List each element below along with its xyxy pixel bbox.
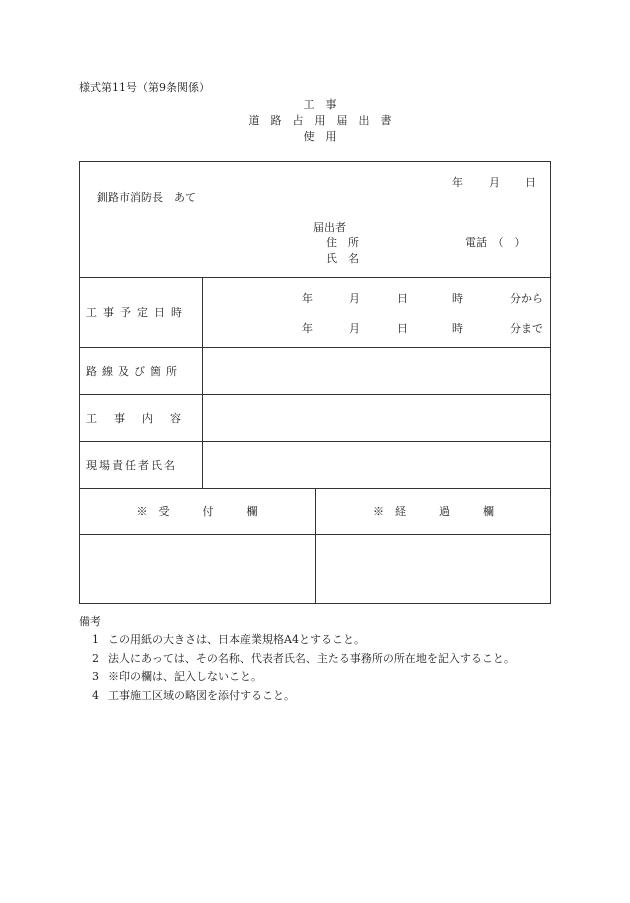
page-title: 道 路 占 用 届 出 書 <box>248 114 392 127</box>
schedule-end-minute: 分まで <box>510 322 543 335</box>
schedule-start-month: 月 <box>349 292 360 305</box>
schedule-start-minute: 分から <box>510 292 543 305</box>
form-number: 様式第11号（第9条関係） <box>79 81 210 94</box>
row-divider <box>79 394 551 395</box>
note-text: 工事施工区域の略図を添付すること。 <box>108 689 295 702</box>
label-column-divider <box>202 277 203 488</box>
name-label: 氏 名 <box>326 252 359 265</box>
schedule-start-day: 日 <box>397 292 408 305</box>
row-divider <box>79 441 551 442</box>
note-text: この用紙の大きさは、日本産業規格A4とすること。 <box>108 633 365 646</box>
note-text: 法人にあっては、その名称、代表者氏名、主たる事務所の所在地を記入すること。 <box>108 652 515 665</box>
schedule-end-day: 日 <box>397 322 408 335</box>
note-number: 3 <box>92 670 99 683</box>
manager-label: 現場責任者氏名 <box>86 459 177 472</box>
schedule-end-hour: 時 <box>452 322 463 335</box>
title-top: 工 事 <box>303 98 337 111</box>
date-day: 日 <box>525 176 536 189</box>
submitter-label: 届出者 <box>313 221 346 234</box>
note-number: 4 <box>92 689 99 702</box>
notes-heading: 備考 <box>79 615 101 628</box>
recipient: 釧路市消防長 あて <box>97 191 196 204</box>
row-divider <box>79 277 551 278</box>
schedule-start-year: 年 <box>302 292 313 305</box>
content-label: 工事内容 <box>86 412 198 425</box>
address-label: 住 所 <box>326 236 359 249</box>
route-label: 路線及び箇所 <box>86 365 182 378</box>
date-month: 月 <box>489 176 500 189</box>
reception-label: ※ 受 付 欄 <box>136 505 258 518</box>
date-year: 年 <box>452 176 463 189</box>
note-number: 1 <box>92 633 99 646</box>
schedule-end-month: 月 <box>349 322 360 335</box>
note-number: 2 <box>92 652 99 665</box>
progress-label: ※ 経 過 欄 <box>373 505 494 518</box>
schedule-label: 工事予定日時 <box>86 306 188 319</box>
schedule-start-hour: 時 <box>452 292 463 305</box>
row-divider <box>79 347 551 348</box>
title-bottom: 使 用 <box>303 130 337 143</box>
phone-label: 電話 （ ） <box>465 236 526 249</box>
schedule-end-year: 年 <box>302 322 313 335</box>
note-text: ※印の欄は、記入しないこと。 <box>108 670 262 683</box>
